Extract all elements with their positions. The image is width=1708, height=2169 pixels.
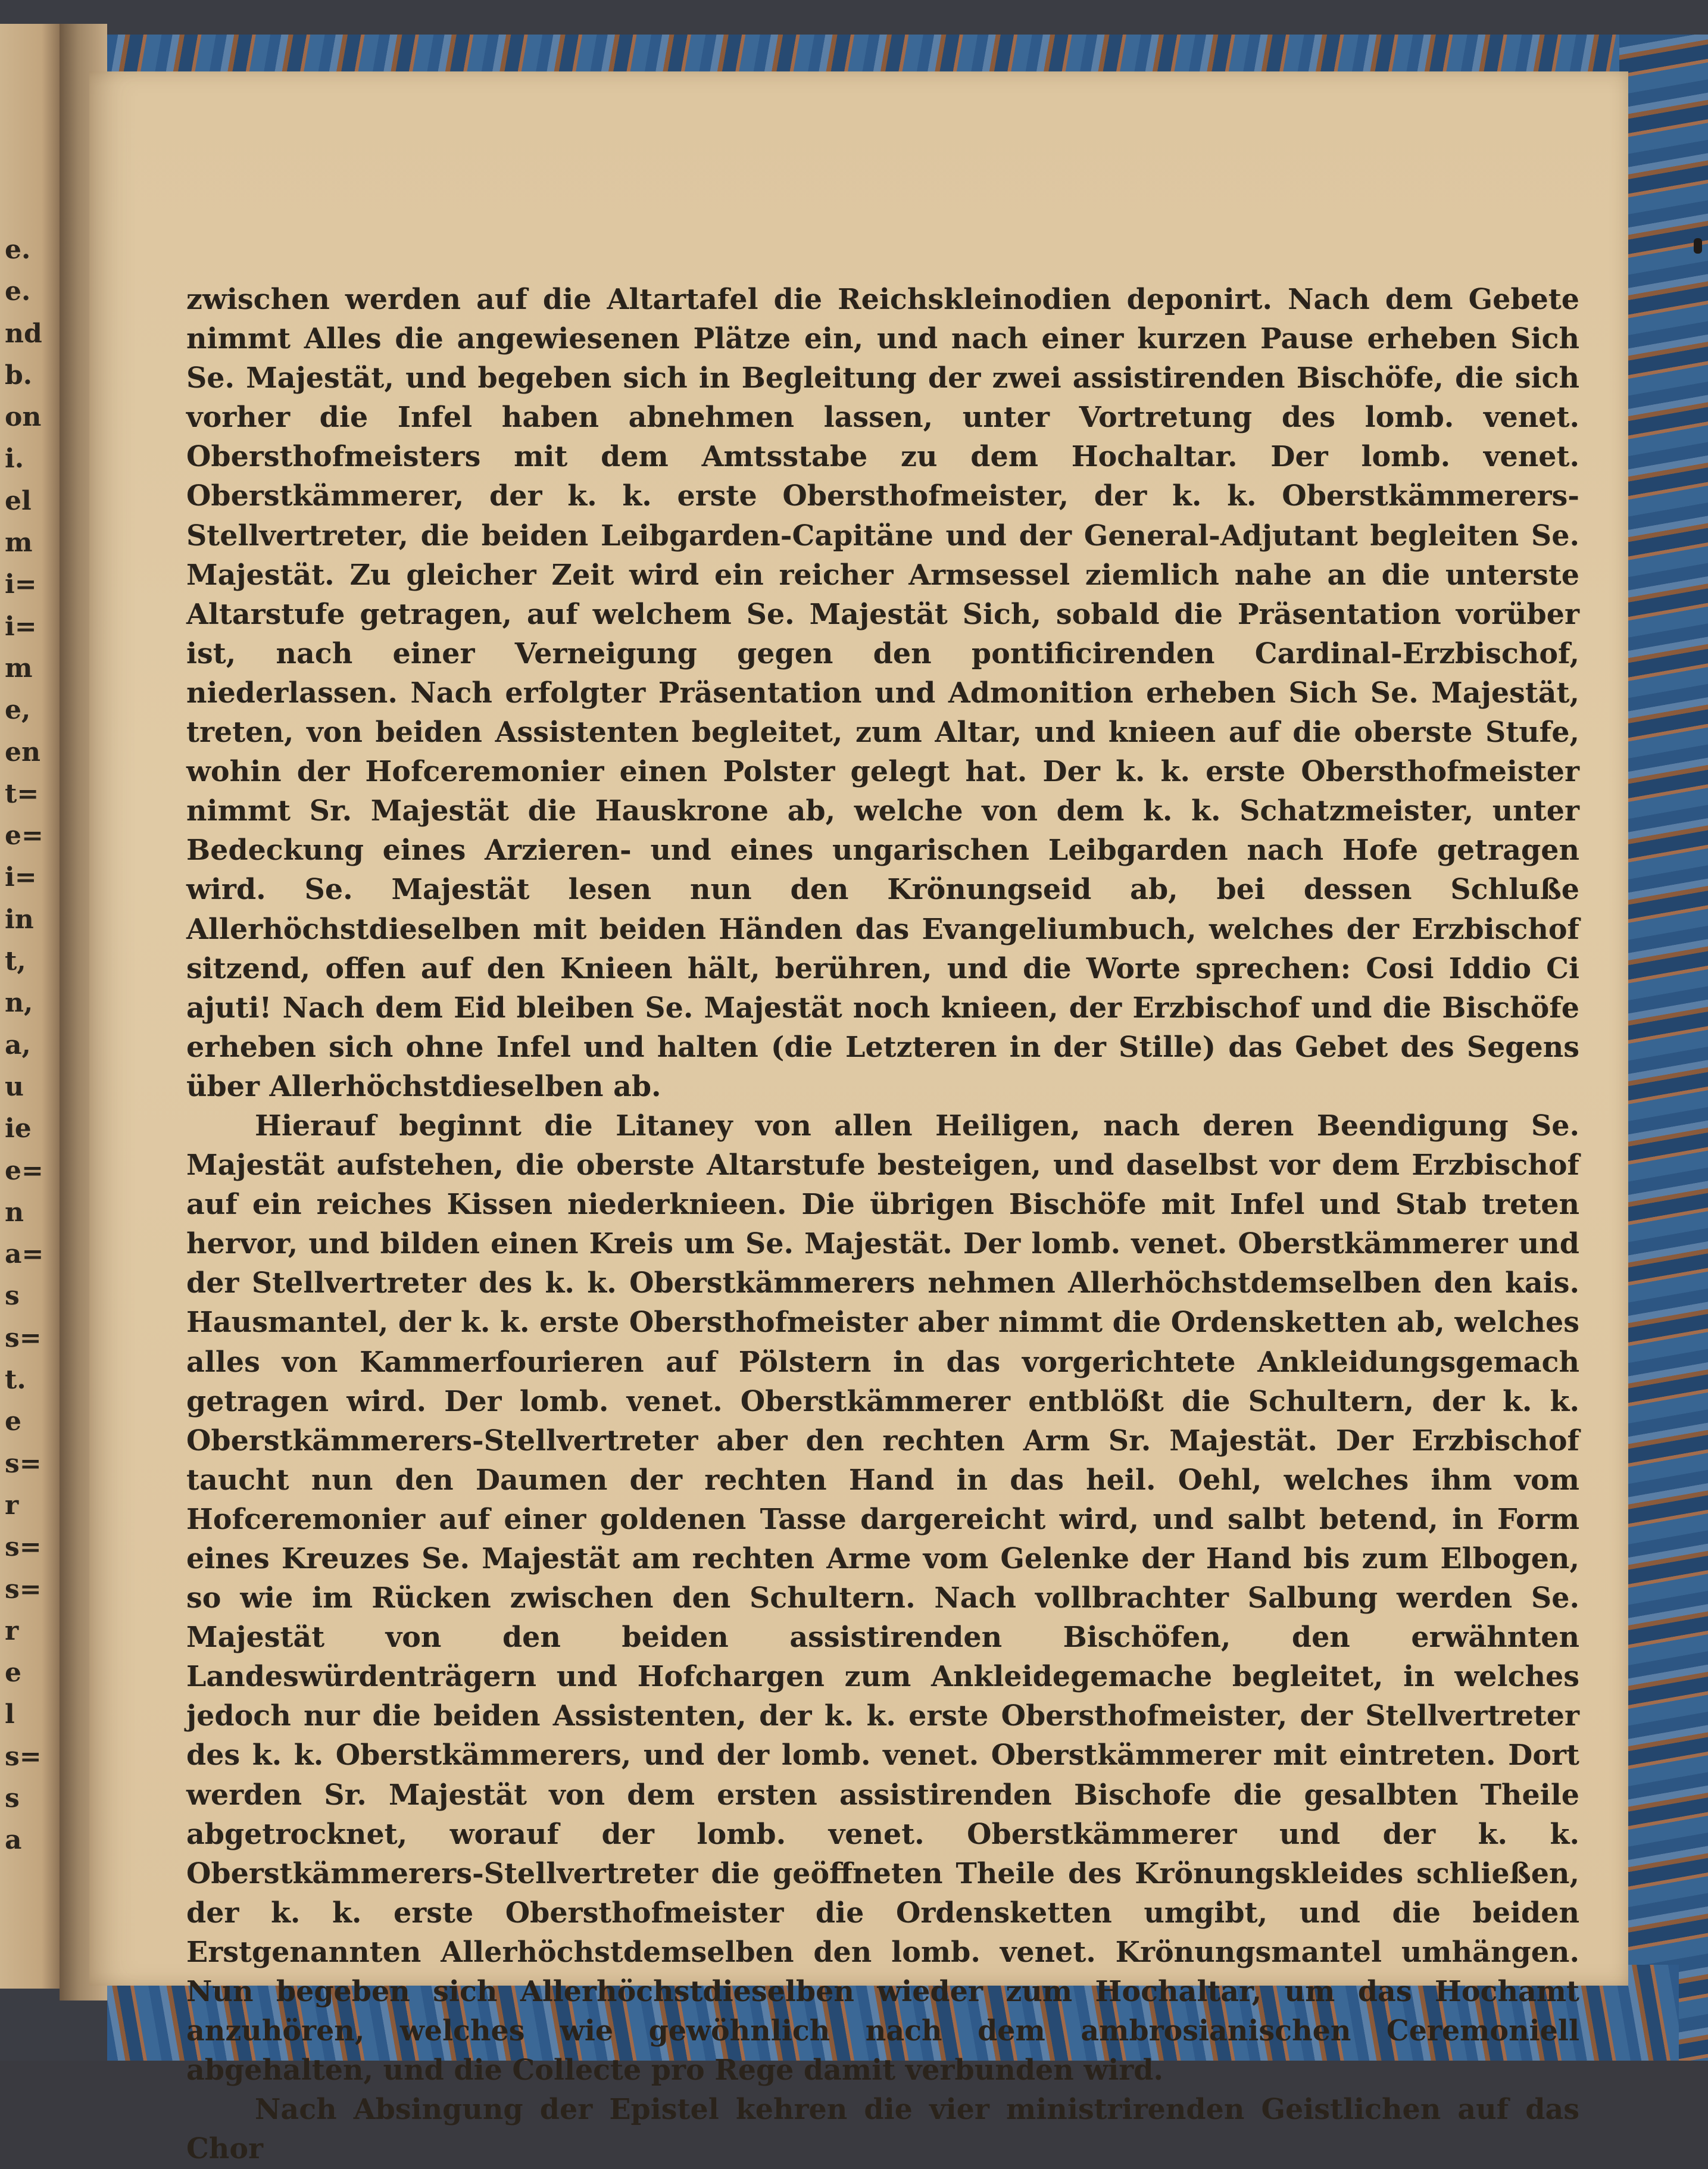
left-fragment: s <box>5 1783 20 1814</box>
left-fragment: t, <box>5 946 26 977</box>
paragraph-2: Hierauf beginnt die Litaney von allen Heiligen, nach deren Beendigung Se. Majestät aufstehen, die oberste Altarstufe besteigen, und daselbst vor dem Erzbischof auf ein reiches Kissen niederknieen. Die übrigen Bischöfe mit Infel und Stab treten hervor, und bilden einen Kreis um Se. Majestät. Der lomb. venet. Oberstkämmerer und der Stellvertreter des k. k. Oberstkämmerers nehmen Allerhöchstdemselben den kais. Hausmantel, der k. k. erste Obersthofmeister aber nimmt die Ordensketten ab, welches alles von Kammerfourieren auf Pölstern in das vorgerichtete Ankleidungsgemach getragen wird. Der lomb. venet. Oberstkämmerer entblößt die Schultern, der k. k. Oberstkämmerers-Stellvertreter aber den rechten Arm Sr. Majestät. Der Erzbischof taucht nun den Daumen der rechten Hand in das heil. Oehl, welches ihm vom Hofceremonier auf einer goldenen Tasse dargereicht wird, und salbt betend, in Form eines Kreuzes Se. Majestät am rechten Arme vom Gelenke der Hand bis zum Elbogen, so wie im Rücken zwischen den Schultern. Nach vollbrachter Salbung werden Se. Majestät von den beiden assistirenden Bischöfen, den erwähnten Landeswürdenträgern und Hofchargen zum Ankleidegemache begleitet, in welches jedoch nur die beiden Assistenten, der k. k. erste Obersthofmeister, der Stellvertreter des k. k. Oberstkämmerers, und der lomb. venet. Oberstkämmerer mit eintreten. Dort werden Sr. Majestät von dem ersten assistirenden Bischofe die gesalbten Theile abgetrocknet, worauf der lomb. venet. Oberstkämmerer und der k. k. Oberstkämmerers-Stellvertreter die geöffneten Theile des Krönungskleides schließen, der k. k. erste Obersthofmeister die Ordensketten umgibt, und die beiden Erstgenannten Allerhöchstdemselben den lomb. venet. Krönungsmantel umhängen. Nun begeben sich Allerhöchstdieselben wieder zum Hochaltar, um das Hochamt anzuhören, welches wie gewöhnlich nach dem ambrosianischen Ceremoniell abgehalten, und die Collecte pro Rege damit verbunden wird. <box>186 1109 1579 2087</box>
left-fragment: b. <box>5 360 33 391</box>
page-mark <box>1694 238 1702 254</box>
left-fragment: i= <box>5 611 37 642</box>
left-fragment: e= <box>5 820 43 851</box>
left-fragment: e. <box>5 276 31 307</box>
left-fragment: u <box>5 1071 24 1102</box>
left-fragment: on <box>5 402 42 433</box>
left-fragment: e <box>5 1658 21 1689</box>
left-fragment: i= <box>5 862 37 893</box>
left-fragment: i= <box>5 569 37 600</box>
left-fragment: i. <box>5 444 24 475</box>
left-fragment: m <box>5 528 33 558</box>
left-fragment: s <box>5 1281 20 1312</box>
paragraph-1: zwischen werden auf die Altartafel die Reichskleinodien deponirt. Nach dem Gebete nimmt Alles die angewiesenen Plätze ein, und nach einer kurzen Pause erheben Sich Se. Majestät, und begeben sich in Begleitung der zwei assistirenden Bischöfe, die sich vorher die Infel haben abnehmen lassen, unter Vortretung des lomb. venet. Obersthofmeisters mit dem Amtsstabe zu dem Hochaltar. Der lomb. venet. Oberstkämmerer, der k. k. erste Obersthofmeister, der k. k. Oberstkämmerers-Stellvertreter, die beiden Leibgarden-Capitäne und der General-Adjutant begleiten Se. Majestät. Zu gleicher Zeit wird ein reicher Armsessel ziemlich nahe an die unterste Altarstufe getragen, auf welchem Se. Majestät Sich, sobald die Präsentation vorüber ist, nach einer Verneigung gegen den pontificirenden Cardinal-Erzbischof, niederlassen. Nach erfolgter Präsentation und Admonition erheben Sich Se. Majestät, treten, von beiden Assistenten begleitet, zum Altar, und knieen auf die oberste Stufe, wohin der Hofceremonier einen Polster gelegt hat. Der k. k. erste Obersthofmeister nimmt Sr. Majestät die Hauskrone ab, welche von dem k. k. Schatzmeister, unter Bedeckung eines Arzieren- und eines ungarischen Leibgarden nach Hofe getragen wird. Se. Majestät lesen nun den Krönungseid ab, bei dessen Schluße Allerhöchstdieselben mit beiden Händen das Evangeliumbuch, welches der Erzbischof sitzend, offen auf den Knieen hält, berühren, und die Worte sprechen: Cosi Iddio Ci ajuti! Nach dem Eid bleiben Se. Majestät noch knieen, der Erzbischof und die Bischöfe erheben sich ohne Infel und halten (die Letzteren in der Stille) das Gebet des Segens über Allerhöchstdieselben ab. <box>186 283 1579 1103</box>
paragraph-3: Nach Absingung der Epistel kehren die vier ministrirenden Geistlichen auf das Chor <box>186 2093 1579 2166</box>
left-fragment: n <box>5 1197 24 1228</box>
left-page-edge <box>0 24 60 1989</box>
left-fragment: t. <box>5 1365 26 1396</box>
left-fragment: s= <box>5 1322 42 1353</box>
left-fragment: r <box>5 1490 19 1521</box>
left-fragment: a= <box>5 1239 44 1270</box>
left-fragment: e, <box>5 695 31 726</box>
left-fragment: e= <box>5 1155 43 1186</box>
left-fragment: t= <box>5 778 39 809</box>
marbled-cover-top <box>107 35 1655 76</box>
page <box>89 71 1628 2166</box>
left-fragment: s= <box>5 1532 42 1563</box>
left-fragment: nd <box>5 318 42 349</box>
left-fragment: ie <box>5 1113 32 1144</box>
left-fragment: en <box>5 736 40 767</box>
left-page-fragments <box>5 229 55 1862</box>
left-fragment: e <box>5 1406 21 1437</box>
left-fragment: l <box>5 1699 15 1730</box>
left-fragment: n, <box>5 988 33 1019</box>
left-fragment: a <box>5 1825 22 1856</box>
marbled-cover-right <box>1619 35 1708 2061</box>
left-fragment: r <box>5 1615 19 1646</box>
left-fragment: s= <box>5 1574 42 1605</box>
left-fragment: m <box>5 653 33 684</box>
left-fragment: a, <box>5 1029 31 1060</box>
left-fragment: s= <box>5 1448 42 1479</box>
body-text <box>186 280 1579 2169</box>
left-fragment: in <box>5 904 34 935</box>
left-fragment: el <box>5 485 32 516</box>
left-fragment: s= <box>5 1741 42 1772</box>
left-fragment: e. <box>5 235 31 265</box>
